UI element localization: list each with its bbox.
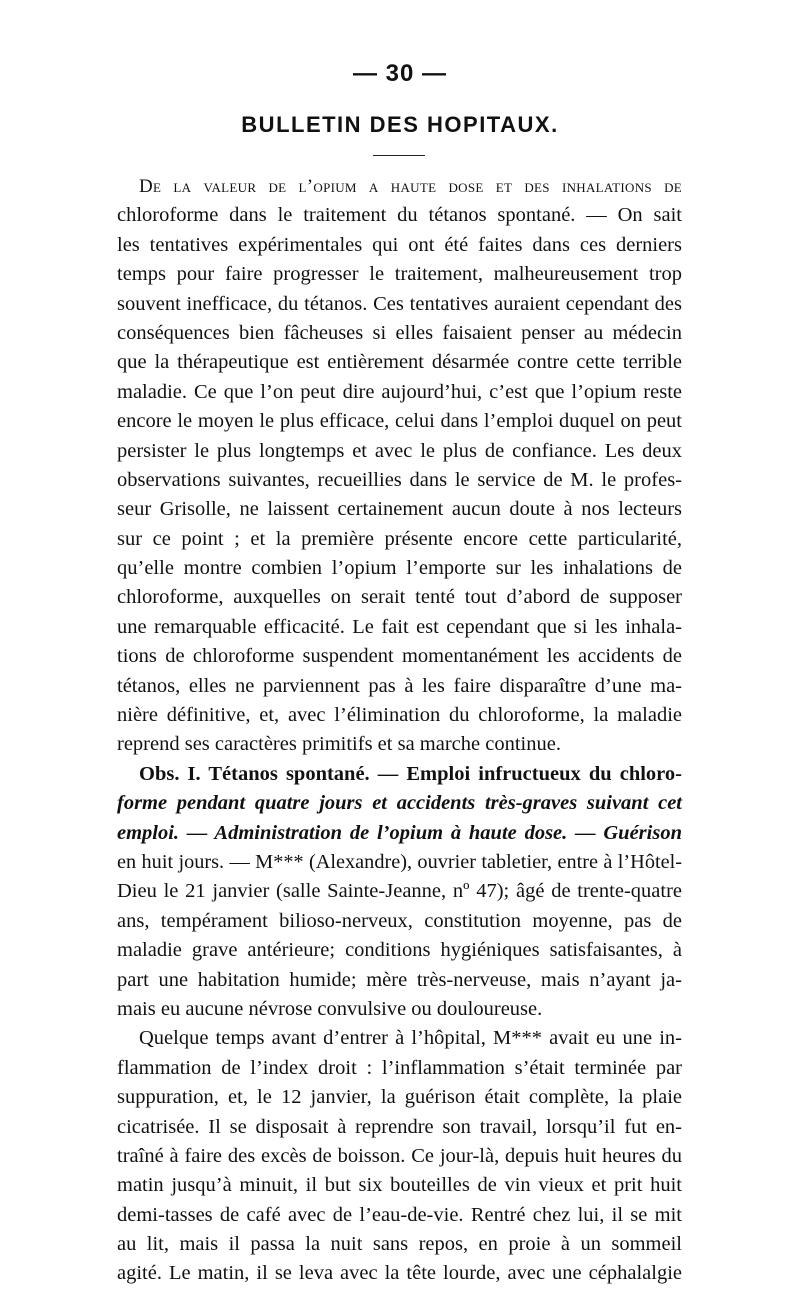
text-line: persister le plus longtemps et avec le plus de confiance. Les deux bbox=[117, 439, 682, 462]
text-line: une remarquable efficacité. Le fait est cependant que si les inhala- bbox=[117, 615, 682, 638]
text-line: tétanos, elles ne parviennent pas à les faire disparaître d’une ma- bbox=[117, 674, 682, 697]
text-line: encore le moyen le plus efficace, celui dans l’emploi duquel on peut bbox=[117, 410, 682, 433]
text-line: chloroforme dans le traitement du tétanos spontané. — On sait bbox=[117, 204, 682, 227]
text-line: au lit, mais il passa la nuit sans repos, en proie à un sommeil bbox=[117, 1233, 682, 1256]
text-line: cicatrisée. Il se disposait à reprendre son travail, lorsqu’il fut en- bbox=[117, 1115, 682, 1138]
text-line: observations suivantes, recueillies dans le service de M. le profes- bbox=[117, 468, 682, 491]
text-line: temps pour faire progresser le traitement, malheureusement trop bbox=[117, 263, 682, 286]
text-line: en huit jours. — M*** (Alexandre), ouvrier tabletier, entre à l’Hôtel- bbox=[117, 850, 682, 873]
text-line: ans, tempérament bilioso-nerveux, constitution moyenne, pas de bbox=[117, 909, 682, 932]
separator-rule bbox=[373, 155, 425, 156]
text-line: mais eu aucune névrose convulsive ou douloureuse. bbox=[117, 997, 543, 1020]
observation-heading-line: forme pendant quatre jours et accidents très-graves suivant cet bbox=[117, 792, 682, 815]
text-line: demi-tasses de café avec de l’eau-de-vie. Rentré chez lui, il se mit bbox=[117, 1203, 682, 1226]
text-line: part une habitation humide; mère très-nerveuse, mais n’ayant ja- bbox=[117, 968, 682, 991]
text-line: reprend ses caractères primitifs et sa marche continue. bbox=[117, 733, 561, 756]
text-line: Dieu le 21 janvier (salle Sainte-Jeanne, nº 47); âgé de trente-quatre bbox=[117, 880, 682, 903]
text-line: que la thérapeutique est entièrement désarmée contre cette terrible bbox=[117, 351, 682, 374]
text-line: De la valeur de l’opium a haute dose et des inhalations de bbox=[139, 176, 682, 197]
running-head: BULLETIN DES HOPITAUX. bbox=[241, 112, 559, 137]
text-line: traîné à faire des excès de boisson. Ce jour-là, depuis huit heures du bbox=[117, 1144, 682, 1167]
text-line: seur Grisolle, ne laissent certainement aucun doute à nos lecteurs bbox=[117, 498, 682, 521]
text-line: qu’elle montre combien l’opium l’emporte sur les inhalations de bbox=[117, 557, 682, 580]
text-line: flammation de l’index droit : l’inflammation s’était terminée par bbox=[117, 1056, 682, 1079]
text-line: maladie. Ce que l’on peut dire aujourd’hui, c’est que l’opium reste bbox=[117, 380, 682, 403]
text-line: les tentatives expérimentales qui ont été faites dans ces derniers bbox=[117, 233, 682, 256]
observation-heading-line: Obs. I. Tétanos spontané. — Emploi infructueux du chloro- bbox=[139, 762, 682, 785]
text-line: conséquences bien fâcheuses si elles faisaient penser au médecin bbox=[117, 321, 682, 344]
text-line: Quelque temps avant d’entrer à l’hôpital, M*** avait eu une in- bbox=[139, 1027, 682, 1050]
page-number: — 30 — bbox=[352, 60, 448, 87]
text-line: tions de chloroforme suspendent momentanément les accidents de bbox=[117, 645, 682, 668]
text-line: matin jusqu’à minuit, il but six bouteilles de vin vieux et prit huit bbox=[117, 1174, 682, 1197]
text-line: suppuration, et, le 12 janvier, la guérison était complète, la plaie bbox=[117, 1086, 682, 1109]
text-line: maladie grave antérieure; conditions hygiéniques satisfaisantes, à bbox=[117, 939, 682, 962]
text-line: sur ce point ; et la première présente encore cette particularité, bbox=[117, 527, 682, 550]
text-line: agité. Le matin, il se leva avec la tête lourde, avec une céphalalgie bbox=[117, 1262, 682, 1285]
observation-heading-line: emploi. — Administration de l’opium à haute dose. — Guérison bbox=[117, 821, 682, 844]
text-line: chloroforme, auxquelles on serait tenté tout d’abord de supposer bbox=[117, 586, 682, 609]
text-line: souvent inefficace, du tétanos. Ces tentatives auraient cependant des bbox=[117, 292, 682, 315]
article-body bbox=[117, 172, 682, 1289]
text-line: nière définitive, et, avec l’élimination du chloroforme, la maladie bbox=[117, 704, 682, 727]
